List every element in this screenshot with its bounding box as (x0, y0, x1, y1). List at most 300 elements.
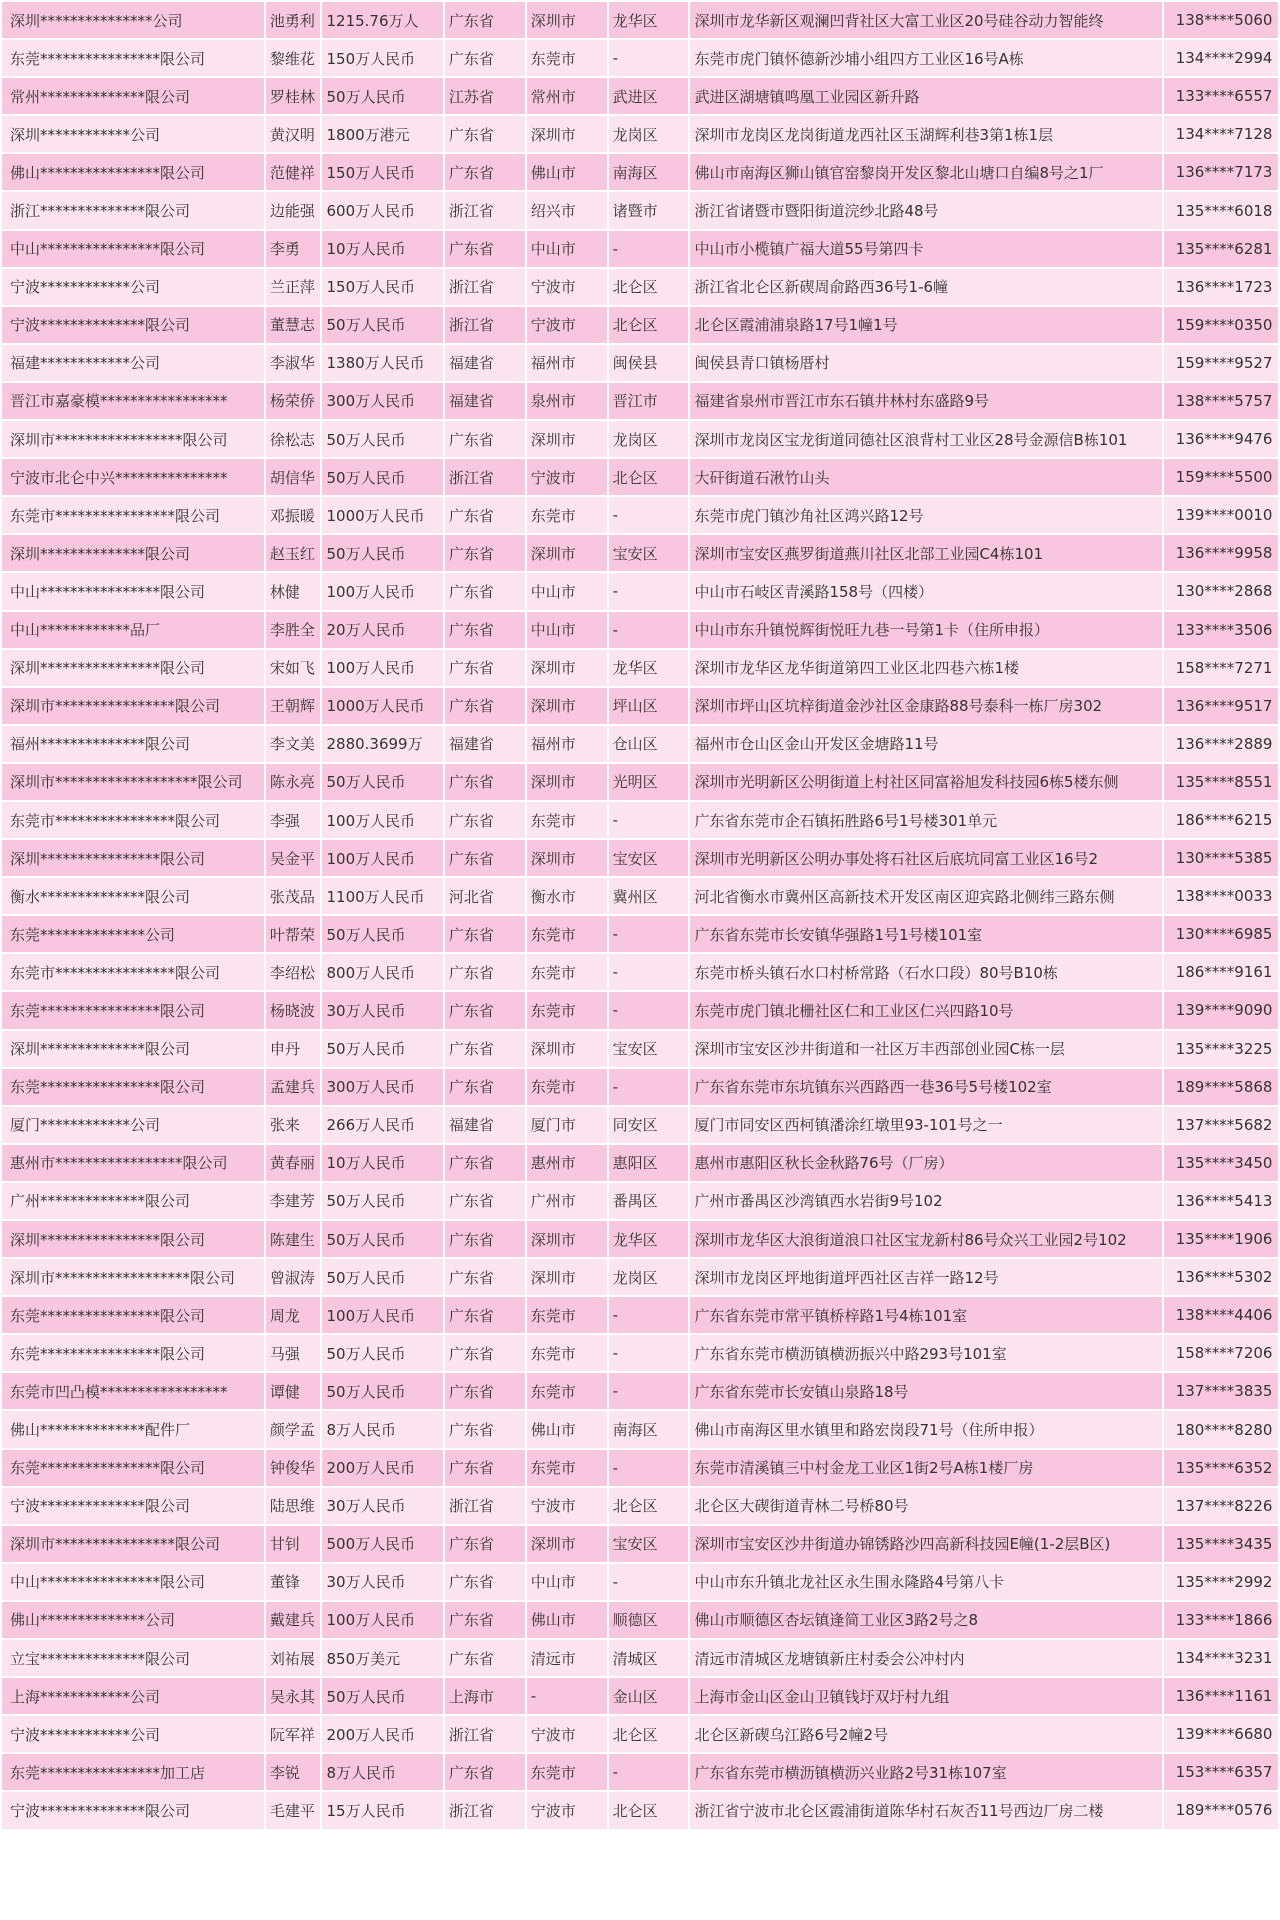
city-cell: 东莞市 (527, 954, 607, 990)
registered-capital-cell: 100万人民币 (322, 840, 442, 876)
company-name-cell: 东莞****************限公司 (2, 1069, 264, 1105)
district-cell: 武进区 (609, 78, 689, 114)
district-cell: - (609, 802, 689, 838)
province-cell: 浙江省 (445, 1488, 525, 1524)
district-cell: 北仑区 (609, 1716, 689, 1752)
table-row (2, 1031, 1278, 1067)
city-cell: 绍兴市 (527, 192, 607, 228)
district-cell: - (609, 1564, 689, 1600)
legal-person-cell: 马强 (266, 1335, 321, 1371)
address-cell: 东莞市桥头镇石水口村桥常路（石水口段）80号B10栋 (690, 954, 1161, 990)
district-cell: 番禺区 (609, 1183, 689, 1219)
table-row (2, 1335, 1278, 1371)
table-row (2, 1716, 1278, 1752)
phone-cell: 135****2992 (1164, 1564, 1278, 1600)
district-cell: 北仑区 (609, 307, 689, 343)
address-cell: 深圳市宝安区沙井街道办锦锈路沙四高新科技园E幢(1-2层B区) (690, 1526, 1161, 1562)
phone-cell: 139****0010 (1164, 497, 1278, 533)
phone-cell: 137****8226 (1164, 1488, 1278, 1524)
city-cell: 东莞市 (527, 1373, 607, 1409)
province-cell: 广东省 (445, 154, 525, 190)
city-cell: 常州市 (527, 78, 607, 114)
company-name-cell: 晋江市嘉豪模***************** (2, 383, 264, 419)
address-cell: 广东省东莞市横沥镇横沥兴业路2号31栋107室 (690, 1754, 1161, 1790)
legal-person-cell: 吴金平 (266, 840, 321, 876)
district-cell: 顺德区 (609, 1602, 689, 1638)
company-name-cell: 深圳市*****************限公司 (2, 421, 264, 457)
legal-person-cell: 陆思维 (266, 1488, 321, 1524)
table-row (2, 383, 1278, 419)
district-cell: 龙岗区 (609, 1259, 689, 1295)
phone-cell: 139****6680 (1164, 1716, 1278, 1752)
registered-capital-cell: 150万人民币 (322, 154, 442, 190)
table-row (2, 116, 1278, 152)
province-cell: 广东省 (445, 231, 525, 267)
address-cell: 东莞市虎门镇怀德新沙埔小组四方工业区16号A栋 (690, 40, 1161, 76)
registered-capital-cell: 50万人民币 (322, 916, 442, 952)
province-cell: 广东省 (445, 40, 525, 76)
phone-cell: 135****3225 (1164, 1031, 1278, 1067)
registered-capital-cell: 30万人民币 (322, 992, 442, 1028)
legal-person-cell: 徐松志 (266, 421, 321, 457)
province-cell: 广东省 (445, 1373, 525, 1409)
phone-cell: 136****9958 (1164, 535, 1278, 571)
province-cell: 江苏省 (445, 78, 525, 114)
district-cell: 宝安区 (609, 1031, 689, 1067)
district-cell: 坪山区 (609, 688, 689, 724)
phone-cell: 135****3435 (1164, 1526, 1278, 1562)
address-cell: 中山市东升镇悦辉街悦旺九巷一号第1卡（住所申报） (690, 612, 1161, 648)
district-cell: 龙华区 (609, 1221, 689, 1257)
phone-cell: 134****7128 (1164, 116, 1278, 152)
phone-cell: 138****0033 (1164, 878, 1278, 914)
address-cell: 东莞市虎门镇北栅社区仁和工业区仁兴四路10号 (690, 992, 1161, 1028)
district-cell: - (609, 231, 689, 267)
table-row (2, 497, 1278, 533)
city-cell: 东莞市 (527, 1450, 607, 1486)
company-name-cell: 深圳****************限公司 (2, 650, 264, 686)
phone-cell: 136****1723 (1164, 269, 1278, 305)
company-name-cell: 东莞****************限公司 (2, 1297, 264, 1333)
legal-person-cell: 杨晓波 (266, 992, 321, 1028)
province-cell: 浙江省 (445, 459, 525, 495)
registered-capital-cell: 50万人民币 (322, 1678, 442, 1714)
company-name-cell: 宁波市北仑中兴*************** (2, 459, 264, 495)
company-name-cell: 中山****************限公司 (2, 573, 264, 609)
legal-person-cell: 兰正萍 (266, 269, 321, 305)
registered-capital-cell: 1000万人民币 (322, 688, 442, 724)
district-cell: 同安区 (609, 1107, 689, 1143)
company-name-cell: 深圳****************限公司 (2, 840, 264, 876)
address-cell: 深圳市宝安区燕罗街道燕川社区北部工业园C4栋101 (690, 535, 1161, 571)
address-cell: 厦门市同安区西柯镇潘涂红墩里93-101号之一 (690, 1107, 1161, 1143)
registered-capital-cell: 200万人民币 (322, 1450, 442, 1486)
company-name-cell: 深圳************公司 (2, 116, 264, 152)
province-cell: 广东省 (445, 1297, 525, 1333)
district-cell: 诸暨市 (609, 192, 689, 228)
province-cell: 广东省 (445, 1221, 525, 1257)
registered-capital-cell: 100万人民币 (322, 650, 442, 686)
table-row (2, 345, 1278, 381)
district-cell: - (609, 1297, 689, 1333)
province-cell: 广东省 (445, 497, 525, 533)
company-name-cell: 东莞市****************限公司 (2, 954, 264, 990)
city-cell: 深圳市 (527, 650, 607, 686)
province-cell: 浙江省 (445, 1792, 525, 1828)
phone-cell: 136****5302 (1164, 1259, 1278, 1295)
phone-cell: 135****8551 (1164, 764, 1278, 800)
table-row (2, 1145, 1278, 1181)
province-cell: 广东省 (445, 688, 525, 724)
legal-person-cell: 李绍松 (266, 954, 321, 990)
legal-person-cell: 李勇 (266, 231, 321, 267)
district-cell: 金山区 (609, 1678, 689, 1714)
table-row (2, 1792, 1278, 1828)
address-cell: 河北省衡水市冀州区高新技术开发区南区迎宾路北侧纬三路东侧 (690, 878, 1161, 914)
registered-capital-cell: 100万人民币 (322, 1602, 442, 1638)
city-cell: 中山市 (527, 612, 607, 648)
address-cell: 佛山市南海区狮山镇官窑黎岗开发区黎北山塘口自编8号之1厂 (690, 154, 1161, 190)
phone-cell: 133****6557 (1164, 78, 1278, 114)
district-cell: 宝安区 (609, 535, 689, 571)
province-cell: 河北省 (445, 878, 525, 914)
legal-person-cell: 李文美 (266, 726, 321, 762)
company-name-cell: 东莞****************限公司 (2, 1335, 264, 1371)
address-cell: 深圳市光明新区公明办事处将石社区后底坑同富工业区16号2 (690, 840, 1161, 876)
district-cell: - (609, 1335, 689, 1371)
city-cell: 宁波市 (527, 1488, 607, 1524)
phone-cell: 138****5060 (1164, 2, 1278, 38)
legal-person-cell: 李建芳 (266, 1183, 321, 1219)
phone-cell: 130****5385 (1164, 840, 1278, 876)
company-name-cell: 深圳***************公司 (2, 2, 264, 38)
address-cell: 北仑区大碶街道青林二号桥80号 (690, 1488, 1161, 1524)
phone-cell: 134****2994 (1164, 40, 1278, 76)
registered-capital-cell: 50万人民币 (322, 421, 442, 457)
province-cell: 广东省 (445, 1526, 525, 1562)
address-cell: 福建省泉州市晋江市东石镇井林村东盛路9号 (690, 383, 1161, 419)
address-cell: 广东省东莞市常平镇桥梓路1号4栋101室 (690, 1297, 1161, 1333)
district-cell: - (609, 1373, 689, 1409)
company-name-cell: 东莞市凹凸模***************** (2, 1373, 264, 1409)
province-cell: 广东省 (445, 1335, 525, 1371)
registered-capital-cell: 50万人民币 (322, 535, 442, 571)
city-cell: 中山市 (527, 231, 607, 267)
company-name-cell: 东莞市****************限公司 (2, 497, 264, 533)
phone-cell: 136****7173 (1164, 154, 1278, 190)
district-cell: - (609, 1450, 689, 1486)
city-cell: 东莞市 (527, 1297, 607, 1333)
company-name-cell: 立宝**************限公司 (2, 1640, 264, 1676)
city-cell: 深圳市 (527, 688, 607, 724)
address-cell: 惠州市惠阳区秋长金秋路76号（厂房） (690, 1145, 1161, 1181)
registered-capital-cell: 800万人民币 (322, 954, 442, 990)
legal-person-cell: 甘钊 (266, 1526, 321, 1562)
address-cell: 上海市金山区金山卫镇钱圩双圩村九组 (690, 1678, 1161, 1714)
phone-cell: 159****0350 (1164, 307, 1278, 343)
registered-capital-cell: 8万人民币 (322, 1754, 442, 1790)
legal-person-cell: 曾淑涛 (266, 1259, 321, 1295)
city-cell: 厦门市 (527, 1107, 607, 1143)
phone-cell: 158****7271 (1164, 650, 1278, 686)
address-cell: 深圳市龙岗区坪地街道坪西社区吉祥一路12号 (690, 1259, 1161, 1295)
registered-capital-cell: 1100万人民币 (322, 878, 442, 914)
legal-person-cell: 黄春丽 (266, 1145, 321, 1181)
district-cell: 南海区 (609, 154, 689, 190)
district-cell: - (609, 497, 689, 533)
table-row (2, 421, 1278, 457)
district-cell: 北仑区 (609, 1488, 689, 1524)
province-cell: 广东省 (445, 992, 525, 1028)
province-cell: 广东省 (445, 764, 525, 800)
legal-person-cell: 宋如飞 (266, 650, 321, 686)
table-row (2, 954, 1278, 990)
company-name-cell: 宁波************公司 (2, 1716, 264, 1752)
table-row (2, 878, 1278, 914)
phone-cell: 153****6357 (1164, 1754, 1278, 1790)
phone-cell: 180****8280 (1164, 1411, 1278, 1447)
district-cell: - (609, 954, 689, 990)
legal-person-cell: 李强 (266, 802, 321, 838)
city-cell: - (527, 1678, 607, 1714)
phone-cell: 134****3231 (1164, 1640, 1278, 1676)
address-cell: 北仑区新碶乌江路6号2幢2号 (690, 1716, 1161, 1752)
province-cell: 广东省 (445, 954, 525, 990)
legal-person-cell: 池勇利 (266, 2, 321, 38)
province-cell: 浙江省 (445, 1716, 525, 1752)
address-cell: 广东省东莞市企石镇拓胜路6号1号楼301单元 (690, 802, 1161, 838)
city-cell: 中山市 (527, 1564, 607, 1600)
registered-capital-cell: 300万人民币 (322, 1069, 442, 1105)
table-row (2, 1754, 1278, 1790)
legal-person-cell: 黄汉明 (266, 116, 321, 152)
company-name-cell: 宁波**************限公司 (2, 307, 264, 343)
company-name-cell: 深圳市******************限公司 (2, 1259, 264, 1295)
registered-capital-cell: 600万人民币 (322, 192, 442, 228)
city-cell: 深圳市 (527, 2, 607, 38)
city-cell: 惠州市 (527, 1145, 607, 1181)
district-cell: 北仑区 (609, 269, 689, 305)
registered-capital-cell: 266万人民币 (322, 1107, 442, 1143)
company-name-cell: 宁波**************限公司 (2, 1488, 264, 1524)
district-cell: 冀州区 (609, 878, 689, 914)
table-row (2, 1450, 1278, 1486)
company-name-cell: 福州**************限公司 (2, 726, 264, 762)
province-cell: 广东省 (445, 573, 525, 609)
district-cell: 龙岗区 (609, 116, 689, 152)
legal-person-cell: 胡信华 (266, 459, 321, 495)
phone-cell: 135****1906 (1164, 1221, 1278, 1257)
legal-person-cell: 杨荣侨 (266, 383, 321, 419)
district-cell: 龙华区 (609, 2, 689, 38)
district-cell: 惠阳区 (609, 1145, 689, 1181)
province-cell: 上海市 (445, 1678, 525, 1714)
legal-person-cell: 戴建兵 (266, 1602, 321, 1638)
city-cell: 东莞市 (527, 802, 607, 838)
company-name-cell: 浙江**************限公司 (2, 192, 264, 228)
registered-capital-cell: 150万人民币 (322, 269, 442, 305)
table-row (2, 1564, 1278, 1600)
company-name-cell: 厦门************公司 (2, 1107, 264, 1143)
registered-capital-cell: 30万人民币 (322, 1488, 442, 1524)
legal-person-cell: 张茂品 (266, 878, 321, 914)
company-name-cell: 佛山**************公司 (2, 1602, 264, 1638)
table-row (2, 2, 1278, 38)
phone-cell: 138****4406 (1164, 1297, 1278, 1333)
province-cell: 广东省 (445, 650, 525, 686)
table-row (2, 307, 1278, 343)
phone-cell: 136****5413 (1164, 1183, 1278, 1219)
city-cell: 东莞市 (527, 40, 607, 76)
phone-cell: 137****3835 (1164, 1373, 1278, 1409)
legal-person-cell: 孟建兵 (266, 1069, 321, 1105)
address-cell: 广东省东莞市东坑镇东兴西路西一巷36号5号楼102室 (690, 1069, 1161, 1105)
table-row (2, 916, 1278, 952)
registered-capital-cell: 50万人民币 (322, 1335, 442, 1371)
company-name-cell: 深圳**************限公司 (2, 535, 264, 571)
province-cell: 浙江省 (445, 192, 525, 228)
table-row (2, 1183, 1278, 1219)
province-cell: 广东省 (445, 612, 525, 648)
address-cell: 清远市清城区龙塘镇新庄村委会公冲村内 (690, 1640, 1161, 1676)
province-cell: 广东省 (445, 1754, 525, 1790)
legal-person-cell: 李淑华 (266, 345, 321, 381)
province-cell: 浙江省 (445, 307, 525, 343)
registered-capital-cell: 100万人民币 (322, 1297, 442, 1333)
legal-person-cell: 阮军祥 (266, 1716, 321, 1752)
table-row (2, 1297, 1278, 1333)
city-cell: 清远市 (527, 1640, 607, 1676)
company-name-cell: 东莞****************加工店 (2, 1754, 264, 1790)
province-cell: 福建省 (445, 383, 525, 419)
district-cell: - (609, 573, 689, 609)
phone-cell: 139****9090 (1164, 992, 1278, 1028)
province-cell: 广东省 (445, 1640, 525, 1676)
province-cell: 广东省 (445, 1031, 525, 1067)
address-cell: 中山市小榄镇广福大道55号第四卡 (690, 231, 1161, 267)
registered-capital-cell: 50万人民币 (322, 1373, 442, 1409)
company-name-cell: 中山****************限公司 (2, 231, 264, 267)
company-name-cell: 深圳**************限公司 (2, 1031, 264, 1067)
city-cell: 深圳市 (527, 1031, 607, 1067)
district-cell: 闽侯县 (609, 345, 689, 381)
legal-person-cell: 黎维花 (266, 40, 321, 76)
legal-person-cell: 刘祐展 (266, 1640, 321, 1676)
province-cell: 浙江省 (445, 269, 525, 305)
city-cell: 泉州市 (527, 383, 607, 419)
registered-capital-cell: 50万人民币 (322, 1031, 442, 1067)
address-cell: 浙江省宁波市北仑区霞浦街道陈华村石灰否11号西边厂房二楼 (690, 1792, 1161, 1828)
table-row (2, 688, 1278, 724)
company-name-cell: 东莞****************限公司 (2, 992, 264, 1028)
phone-cell: 136****1161 (1164, 1678, 1278, 1714)
address-cell: 深圳市龙华区龙华街道第四工业区北四巷六栋1楼 (690, 650, 1161, 686)
legal-person-cell: 陈建生 (266, 1221, 321, 1257)
address-cell: 东莞市清溪镇三中村金龙工业区1街2号A栋1楼厂房 (690, 1450, 1161, 1486)
company-name-cell: 宁波**************限公司 (2, 1792, 264, 1828)
company-name-cell: 东莞****************限公司 (2, 40, 264, 76)
phone-cell: 136****9476 (1164, 421, 1278, 457)
table-row (2, 1373, 1278, 1409)
company-name-cell: 常州**************限公司 (2, 78, 264, 114)
registered-capital-cell: 8万人民币 (322, 1411, 442, 1447)
province-cell: 广东省 (445, 802, 525, 838)
registered-capital-cell: 200万人民币 (322, 1716, 442, 1752)
table-row (2, 650, 1278, 686)
district-cell: 南海区 (609, 1411, 689, 1447)
city-cell: 深圳市 (527, 421, 607, 457)
address-cell: 中山市石岐区青溪路158号（四楼） (690, 573, 1161, 609)
company-name-cell: 宁波************公司 (2, 269, 264, 305)
district-cell: - (609, 1069, 689, 1105)
phone-cell: 130****6985 (1164, 916, 1278, 952)
district-cell: 北仑区 (609, 459, 689, 495)
company-name-cell: 深圳市****************限公司 (2, 688, 264, 724)
company-name-cell: 佛山**************配件厂 (2, 1411, 264, 1447)
table-row (2, 154, 1278, 190)
legal-person-cell: 罗桂林 (266, 78, 321, 114)
district-cell: 清城区 (609, 1640, 689, 1676)
province-cell: 广东省 (445, 1069, 525, 1105)
city-cell: 东莞市 (527, 1069, 607, 1105)
registered-capital-cell: 1800万港元 (322, 116, 442, 152)
city-cell: 深圳市 (527, 1259, 607, 1295)
district-cell: 龙华区 (609, 650, 689, 686)
table-row (2, 992, 1278, 1028)
table-row (2, 1411, 1278, 1447)
address-cell: 广州市番禺区沙湾镇西水岩街9号102 (690, 1183, 1161, 1219)
registered-capital-cell: 50万人民币 (322, 307, 442, 343)
phone-cell: 189****5868 (1164, 1069, 1278, 1105)
registered-capital-cell: 50万人民币 (322, 764, 442, 800)
district-cell: - (609, 40, 689, 76)
city-cell: 衡水市 (527, 878, 607, 914)
phone-cell: 133****1866 (1164, 1602, 1278, 1638)
table-row (2, 40, 1278, 76)
district-cell: 晋江市 (609, 383, 689, 419)
city-cell: 东莞市 (527, 1754, 607, 1790)
province-cell: 广东省 (445, 840, 525, 876)
district-cell: 仓山区 (609, 726, 689, 762)
legal-person-cell: 颜学孟 (266, 1411, 321, 1447)
table-row (2, 1107, 1278, 1143)
registered-capital-cell: 10万人民币 (322, 1145, 442, 1181)
registered-capital-cell: 100万人民币 (322, 802, 442, 838)
table-row (2, 535, 1278, 571)
city-cell: 佛山市 (527, 154, 607, 190)
province-cell: 广东省 (445, 421, 525, 457)
company-name-cell: 佛山****************限公司 (2, 154, 264, 190)
phone-cell: 136****9517 (1164, 688, 1278, 724)
city-cell: 东莞市 (527, 916, 607, 952)
address-cell: 东莞市虎门镇沙角社区鸿兴路12号 (690, 497, 1161, 533)
city-cell: 深圳市 (527, 535, 607, 571)
registered-capital-cell: 2880.3699万 (322, 726, 442, 762)
province-cell: 广东省 (445, 916, 525, 952)
table-row (2, 1488, 1278, 1524)
address-cell: 深圳市龙华区大浪街道浪口社区宝龙新村86号众兴工业园2号102 (690, 1221, 1161, 1257)
city-cell: 佛山市 (527, 1602, 607, 1638)
address-cell: 浙江省诸暨市暨阳街道浣纱北路48号 (690, 192, 1161, 228)
phone-cell: 159****9527 (1164, 345, 1278, 381)
address-cell: 浙江省北仑区新碶周俞路西36号1-6幢 (690, 269, 1161, 305)
company-name-cell: 惠州市*****************限公司 (2, 1145, 264, 1181)
company-name-cell: 东莞****************限公司 (2, 1450, 264, 1486)
legal-person-cell: 申丹 (266, 1031, 321, 1067)
province-cell: 广东省 (445, 2, 525, 38)
table-row (2, 1259, 1278, 1295)
registered-capital-cell: 50万人民币 (322, 1221, 442, 1257)
